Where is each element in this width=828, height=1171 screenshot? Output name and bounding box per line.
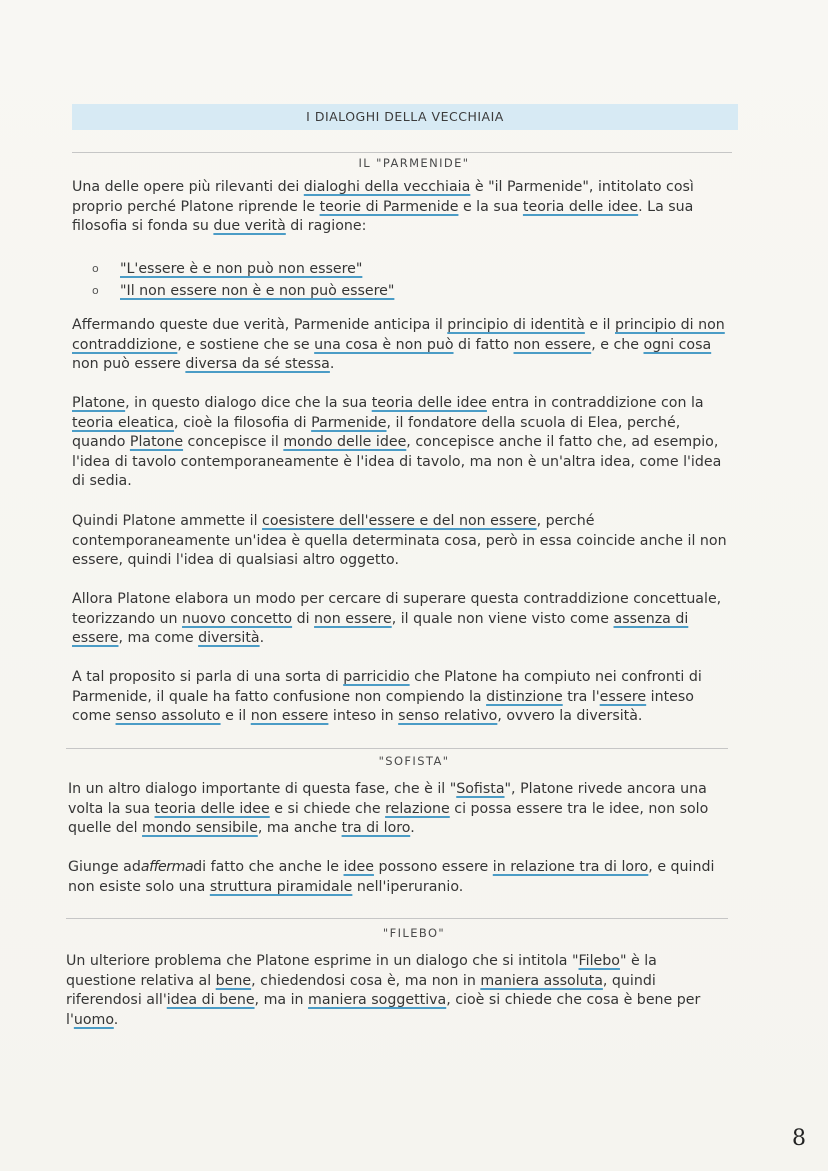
paragraph-filebo-1: Un ulteriore problema che Platone esprime in un dialogo che si intitola "Filebo" è la questione relativa al bene, chiedendosi cosa è, ma non in maniera assoluta, quindi riferendosi all'idea di bene, ma in maniera soggettiva, cioè si chiede che cosa è bene per l'uomo. [66,953,701,1028]
section-title-sofista: "SOFISTA" [378,754,450,768]
section-title-parmenide: IL "PARMENIDE" [358,156,470,170]
paragraph-sofista-1: In un altro dialogo importante di questa fase, che è il "Sofista", Platone rivede ancora una volta la sua teoria delle idee e si chiede che relazione ci possa essere tra le idee, non solo quelle del mondo sensibile, ma anche tra di loro. [68,781,709,837]
divider-sofista [66,748,728,749]
bullet-icon: o [92,284,99,297]
paragraph-parmenide-1: Una delle opere più rilevanti dei dialoghi della vecchiaia è "il Parmenide", intitolato così proprio perché Platone riprende le teorie di Parmenide e la sua teoria delle idee. La sua filosofia si fonda su due verità di ragione: [72,179,694,235]
paragraph-parmenide-6: A tal proposito si parla di una sorta di parricidio che Platone ha compiuto nei confronti di Parmenide, il quale ha fatto confusione non compiendo la distinzione tra l'essere inteso come senso assoluto e il non essere inteso in senso relativo, ovvero la diversità. [72,669,702,725]
bullet-list [92,258,692,302]
bullet-icon: o [92,262,99,275]
paragraph-parmenide-3: Platone, in questo dialogo dice che la sua teoria delle idee entra in contraddizione con la teoria eleatica, cioè la filosofia di Parmenide, il fondatore della scuola di Elea, perché, quando Platone concepisce il mondo delle idee, concepisce anche il fatto che, ad esempio, l'idea di tavolo contemporaneamente è l'idea di tavolo, ma non è un'altra idea, come l'idea di sedia. [72,395,722,490]
list-item: o "Il non essere non è e non può essere" [92,280,692,302]
paragraph-sofista-2: Giunge adaffermadi fatto che anche le idee possono essere in relazione tra di loro, e quindi non esiste solo una struttura piramidale nell'iperuranio. [68,859,715,895]
divider-filebo [66,918,728,919]
handwritten-correction: afferma [140,859,194,875]
section-title-filebo: "FILEBO" [382,926,446,940]
page-number: 8 [792,1126,806,1151]
page-title: I DIALOGHI DELLA VECCHIAIA [72,104,738,130]
divider-top [72,152,732,153]
paragraph-parmenide-2: Affermando queste due verità, Parmenide anticipa il principio di identità e il principio di non contraddizione, e sostiene che se una cosa è non può di fatto non essere, e che ogni cosa non può essere diversa da sé stessa. [72,317,725,373]
paragraph-parmenide-4: Quindi Platone ammette il coesistere dell'essere e del non essere, perché contemporaneamente un'idea è quella determinata cosa, però in essa coincide anche il non essere, quindi l'idea di qualsiasi altro oggetto. [72,513,727,569]
paragraph-parmenide-5: Allora Platone elabora un modo per cercare di superare questa contraddizione concettuale, teorizzando un nuovo concetto di non essere, il quale non viene visto come assenza di essere, ma come diversità. [72,591,722,647]
list-item: o "L'essere è e non può non essere" [92,258,692,280]
